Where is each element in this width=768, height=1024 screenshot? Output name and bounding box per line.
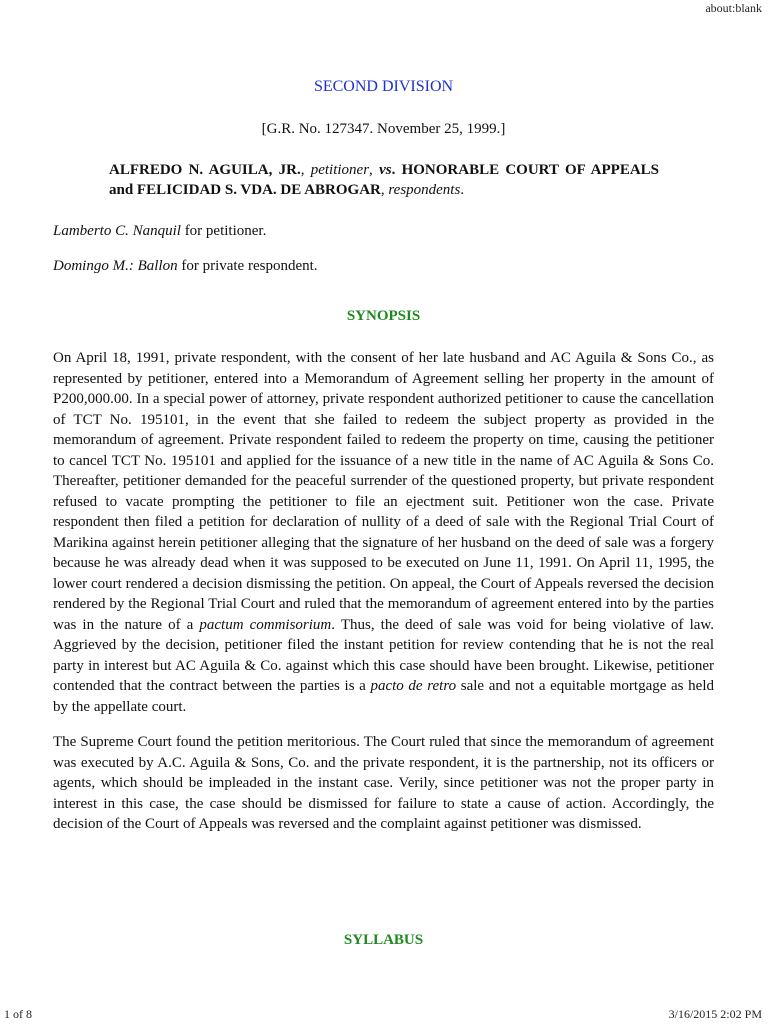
legal-term: pacto de retro: [370, 678, 457, 694]
page-indicator: 1 of 8: [4, 1007, 32, 1021]
synopsis-paragraph-2: The Supreme Court found the petition meritorious. The Court ruled that since the memorandum of agreement was executed by A.C. Aguila & Sons, Co. and the private respondent, it is the partnership, not its officers or agents, which should be impleaded in the instant case. Verily, since petitioner was not the proper party in interest in this case, the case should be dismissed for failure to state a cause of action. Accordingly, the decision of the Court of Appeals was reversed and the complaint against petitioner was dismissed.: [53, 734, 714, 832]
counsel-name: Domingo M.: Ballon: [53, 258, 178, 274]
respondent-names: HONORABLE COURT OF APPEALS and FELICIDAD S. VDA. DE ABROGAR: [109, 161, 660, 198]
document-content: [53, 77, 715, 948]
synopsis-heading: SYNOPSIS: [346, 307, 421, 324]
petitioner-role: petitioner: [310, 161, 370, 178]
browser-url: about:blank: [705, 1, 762, 15]
case-number: [G.R. No. 127347. November 25, 1999.]: [261, 121, 506, 137]
synopsis-paragraph-1: [53, 348, 714, 717]
counsel-respondent: [53, 256, 714, 277]
synopsis-text: sale and not a equitable mortgage as held by the appellate court.: [53, 678, 714, 715]
counsel-role: for petitioner.: [184, 222, 267, 239]
counsel-role: for private respondent.: [181, 258, 318, 274]
legal-term: pactum commisorium: [199, 616, 332, 633]
petitioner-name: ALFREDO N. AGUILA, JR.: [109, 161, 301, 178]
syllabus-heading: SYLLABUS: [343, 932, 424, 948]
case-parties: ALFREDO N. AGUILA, JR., petitioner, vs. HONORABLE COURT OF APPEALS and FELICIDAD S. VDA. DE ABROGAR, respondents.: [109, 161, 660, 198]
print-timestamp: 3/16/2015 2:02 PM: [668, 1007, 762, 1021]
synopsis-text: . Thus, the deed of sale was void for being violative of law. Aggrieved by the decision, petitioner filed the instant petition for review contending that he is not the real party in interest but AC Aguila & Co. against which this case should have been brought. Likewise, petitioner contended that the contract between the parties is a: [53, 616, 715, 694]
counsel-name: Lamberto C. Nanquil: [53, 222, 181, 239]
respondent-role: respondents: [388, 182, 461, 198]
counsel-petitioner: [53, 221, 714, 242]
division-heading: SECOND DIVISION: [313, 78, 454, 95]
synopsis-text: On April 18, 1991, private respondent, with the consent of her late husband and AC Aguila & Sons Co., as represented by petitioner, entered into a Memorandum of Agreement selling her property in the amount of P200,000.00. In a special power of attorney, private respondent authorized petitioner to cause the cancellation of TCT No. 195101, in the event that she failed to redeem the subject property as provided in the memorandum of agreement. Private respondent failed to redeem the property on time, causing the petitioner to cancel TCT No. 195101 and applied for the issuance of a new title in the name of AC Aguila & Sons Co. Thereafter, petitioner demanded for the peaceful surrender of the questioned property, but private respondent refused to vacate prompting the petitioner to file an ejectment suit. Petitioner won the case. Private respondent then filed a petition for declaration of nullity of a deed of sale with the Regional Trial Court of Marikina against herein petitioner alleging that the signature of her husband on the deed of sale was a forgery because he was already dead when it was supposed to be executed on June 11, 1991. On April 11, 1995, the lower court rendered a decision dismissing the petition. On appeal, the Court of Appeals reversed the decision rendered by the Regional Trial Court and ruled that the memorandum of agreement entered into by the parties was in the nature of a: [53, 350, 714, 633]
versus-label: vs: [379, 161, 392, 178]
